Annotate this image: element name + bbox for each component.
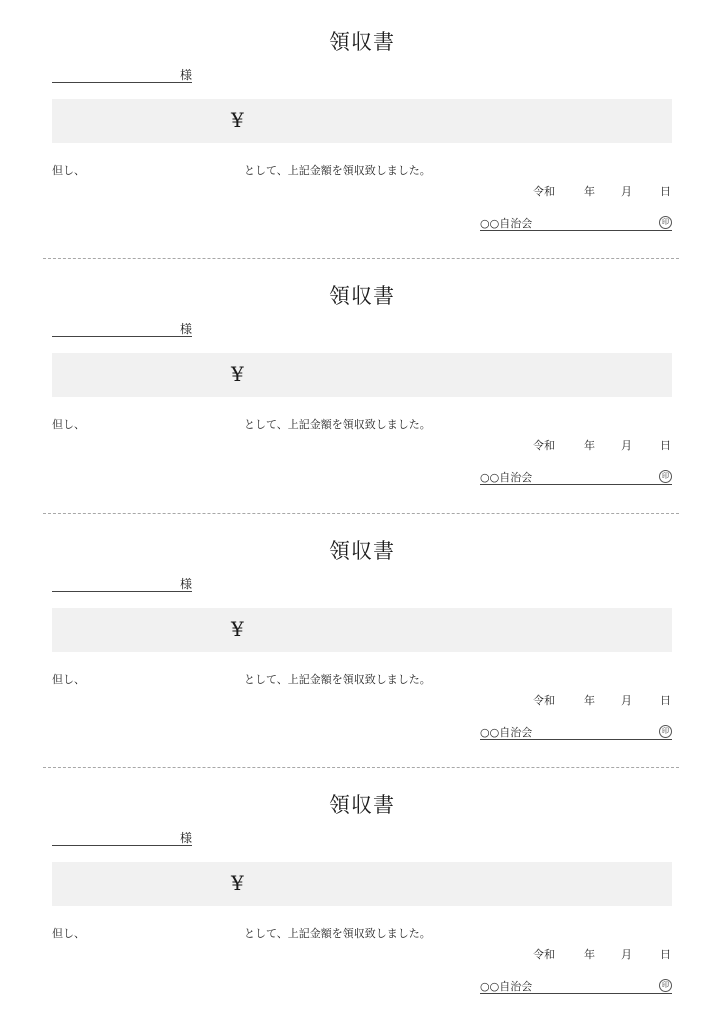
- date-era: 令和: [533, 185, 555, 198]
- addressee-suffix: 様: [179, 577, 192, 591]
- seal-icon: 印: [659, 979, 672, 992]
- date-day: 日: [660, 185, 671, 198]
- issuer-name: ○○自治会: [480, 980, 533, 993]
- issuer-name: ○○自治会: [480, 471, 533, 484]
- addressee-line: [52, 831, 192, 846]
- receipt-title: 領収書: [329, 30, 395, 54]
- receipt: [0, 765, 724, 1019]
- purpose-prefix: 但し、: [52, 673, 85, 686]
- date-month: 月: [621, 948, 632, 961]
- purpose-suffix: として、上記金額を領収致しました。: [244, 927, 431, 940]
- date-year: 年: [584, 694, 595, 707]
- issuer-name: ○○自治会: [480, 726, 533, 739]
- receipt-title: 領収書: [329, 284, 395, 308]
- amount-box: [52, 608, 672, 652]
- yen-symbol: ¥: [231, 871, 244, 895]
- receipt-title: 領収書: [329, 539, 395, 563]
- yen-symbol: ¥: [231, 617, 244, 641]
- receipt: [0, 511, 724, 765]
- date-month: 月: [621, 694, 632, 707]
- issuer-line: [480, 468, 672, 485]
- issuer-line: [480, 214, 672, 231]
- addressee-suffix: 様: [179, 68, 192, 82]
- date-day: 日: [660, 948, 671, 961]
- date-year: 年: [584, 185, 595, 198]
- date-month: 月: [621, 439, 632, 452]
- amount-box: [52, 862, 672, 906]
- purpose-suffix: として、上記金額を領収致しました。: [244, 418, 431, 431]
- date-era: 令和: [533, 694, 555, 707]
- seal-icon: 印: [659, 216, 672, 229]
- seal-icon: 印: [659, 725, 672, 738]
- date-year: 年: [584, 439, 595, 452]
- date-year: 年: [584, 948, 595, 961]
- purpose-suffix: として、上記金額を領収致しました。: [244, 673, 431, 686]
- yen-symbol: ¥: [231, 108, 244, 132]
- addressee-line: [52, 577, 192, 592]
- date-era: 令和: [533, 948, 555, 961]
- receipt-title: 領収書: [329, 793, 395, 817]
- issuer-line: [480, 723, 672, 740]
- issuer-line: [480, 977, 672, 994]
- date-era: 令和: [533, 439, 555, 452]
- addressee-line: [52, 68, 192, 83]
- date-month: 月: [621, 185, 632, 198]
- yen-symbol: ¥: [231, 362, 244, 386]
- addressee-suffix: 様: [179, 322, 192, 336]
- purpose-prefix: 但し、: [52, 418, 85, 431]
- addressee-line: [52, 322, 192, 337]
- date-day: 日: [660, 694, 671, 707]
- seal-icon: 印: [659, 470, 672, 483]
- date-day: 日: [660, 439, 671, 452]
- receipt: [0, 256, 724, 510]
- addressee-suffix: 様: [179, 831, 192, 845]
- amount-box: [52, 99, 672, 143]
- purpose-prefix: 但し、: [52, 164, 85, 177]
- purpose-prefix: 但し、: [52, 927, 85, 940]
- receipt: [0, 2, 724, 256]
- issuer-name: ○○自治会: [480, 217, 533, 230]
- amount-box: [52, 353, 672, 397]
- purpose-suffix: として、上記金額を領収致しました。: [244, 164, 431, 177]
